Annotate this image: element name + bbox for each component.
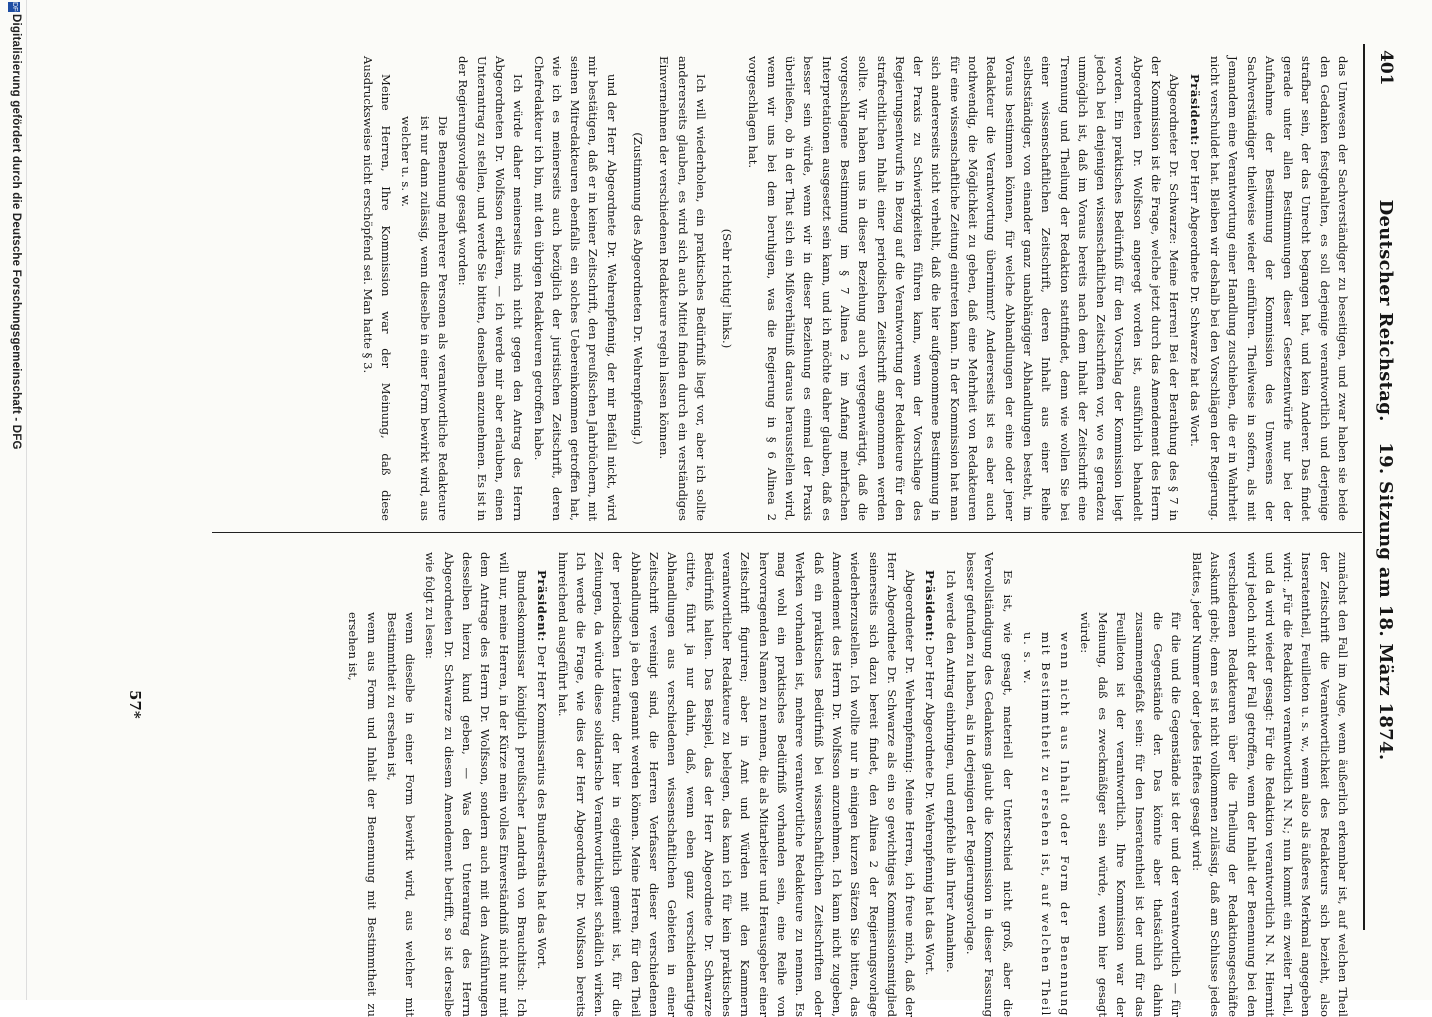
paragraph xyxy=(1185,56,1203,521)
session-title: 19. Sitzung am 18. März 1874. xyxy=(1375,442,1396,761)
paragraph xyxy=(359,56,396,521)
right-text-column xyxy=(342,552,1352,1017)
column-divider xyxy=(212,532,1362,533)
signature-mark: 57* xyxy=(126,690,144,719)
page-header xyxy=(1366,44,1396,930)
paragraph-text: Der Herr Kommissarius des Bundesraths hat das Wort. xyxy=(535,645,550,970)
quoted-text xyxy=(1019,552,1074,1017)
paragraph xyxy=(744,56,1183,521)
paragraph-text: Es ist, wie gesagt, materiell der Unterschied nicht groß, aber die Vervollständigung des Gedankens glaubt die Kommission in dieser Fassung besser gefunden zu haben, als in derjenigen der Regierungsvorlage. xyxy=(964,552,1015,1017)
running-title xyxy=(1375,44,1396,930)
paragraph-text: Bundeskommissar königlich preußischer Landrath von Brauchitsch: Ich will nur, meine Herren, in der Kürze mein volles Einverständniß nicht nur mit dem Antrage des Herrn Dr. Wolfsson, sondern auch mit den Ausführungen desselben hierzu kund geben, — Was den Unterantrag des Herrn Abgeordneten Dr. Schwarze zu diesem Amendement betrifft, so ist derselbe wie folgt zu lesen: xyxy=(423,552,529,1017)
publication-title: Deutscher Reichstag. xyxy=(1375,199,1396,422)
paragraph xyxy=(533,552,551,1017)
quoted-text xyxy=(397,56,452,521)
digitization-footer xyxy=(0,0,27,1000)
paragraph-text: das Umwesen der Sachverständiger zu beseitigen, und zwar haben sie beide den Gedanken festgehalten, es soll derjenige verantwortlich und derjenige strafbar sein, der das Unrecht begangen hat, und kein Anderer. Das findet gerade unter allen Bestimmungen dieser Gesetzentwürfe nur bei der Aufnahme der Bestimmung der Kommission des Umwesens der Sachverständiger theilweise wieder einführen. Theilweise in sofern, als mit Jemandem eine Verantwortung einer Handlung zuschieben, die er in Wahrheit nicht verschuldet hat. Bleiben wir deshalb bei den Vorschlägen der Regierung. xyxy=(1207,56,1350,521)
paragraph xyxy=(921,552,939,1017)
header-rule xyxy=(1363,44,1365,930)
speaker-label: Präsident: xyxy=(1187,74,1202,146)
quoted-text xyxy=(1076,552,1186,1017)
paragraph-text: Die Benennung mehrerer Personen als verantwortliche Redakteure ist nur dann zulässig, wenn dieselbe in einer Form bewirkt wird, aus welcher u. s. w. xyxy=(399,116,451,521)
paragraph-text: wenn aus Form und Inhalt der Benennung mit Bestimmtheit zu ersehen ist, xyxy=(346,612,379,1017)
left-text-column xyxy=(357,56,1352,521)
paragraph-text: zunächst den Fall im Auge, wenn äußerlich erkennbar ist, auf welchen Theil der Zeitschrift die Verantwortlichkeit des Redakteurs sich bezieht, also Inseratentheil, Feuilleton u. s. w., wenn also als äußeres Merkmal angegeben wird: „Für die Redaktion verantwortlich N. N.; nun kommt ein zweiter Theil, und da wird wieder gesagt: Für die Redaktion verantwortlich N. N. Hiermit wird jedoch nicht der Fall getroffen, wenn der Inhalt der Benennung bei den verschiedenen Redakteuren über die Theilung der Redaktionsgeschäfte Auskunft giebt; denn es ist nicht vollkommen zulässig, daß am Schlusse jedes Blattes, jeder Nummer oder jedes Heftes gesagt wird: xyxy=(1189,552,1350,1017)
paragraph-text: Abgeordneter Dr. Wehrenpfennig: Meine Herren, ich freue mich, daß der Herr Abgeordnete Dr. Schwarze als ein so gewichtiges Kommissionsmitglied seinerseits sich dazu bereit findet, den Alinea 2 der Regierungsvorlage wiederherzustellen. Ich wollte nur in einigen kurzen Sätzen Sie bitten, das Amendement des Herrn Dr. Wolfsson anzunehmen. Ich kann nicht zugeben, daß ein praktisches Bedürfniß bei wissenschaftlichen Zeitschriften oder Werken vorhanden ist, mehrere verantwortliche Redakteure zu nennen. Es mag wohl ein praktisches Bedürfniß vorhanden sein, eine Reihe von hervorragenden Namen zu nennen, die als Mitarbeiter und Herausgeber einer Zeitschrift figuriren; aber in Amt und Würden mit den Kammern verantwortlicher Redakteure zu belegen, das kann ich für kein praktisches Bedürfniß halten. Das Beispiel, das der Herr Abgeordnete Dr. Schwarze citirte, führt ja nur dahin, daß, wenn eben ganz verschiedenartige Abhandlungen aus verschiedenen wissenschaftlichen Gebieten in einer Zeitschrift vereinigt sind, die Herren Verfasser dieser verschiedenen Abhandlungen ja eben genannt werden können. Meine Herren, für den Theil der periodischen Literatur, der hier in eigentlich gemeint ist, für die Zeitungen, da würde diese solidarische Verantwortlichkeit schädlich wirken. Ich werde die Frage, wie dies der Herr Abgeordnete Dr. Wolfsson bereits hinreichend ausgeführt hat. xyxy=(555,552,918,1017)
paragraph xyxy=(421,552,531,1017)
paragraph-text: Abgeordneter Dr. Schwarze: Meine Herren! Bei der Berathung des § 7 in der Kommission ist die Frage, welche jetzt durch das Amendement des Herrn Abgeordneten Dr. Wolfsson angeregt worden ist, ausführlich behandelt worden. Ein praktisches Bedürfniß für den Vorschlag der Kommission liegt jedoch bei denjenigen wissenschaftlichen Zeitschriften vor, wo es geradezu unmöglich ist, daß im Voraus bereits nach dem Inhalt der Zeitschrift eine Trennung und Theilung der Redaktion stattfindet, denn wie wollen Sie bei einer wissenschaftlichen Zeitschrift, deren Inhalt aus einer Reihe selbstständiger, von einander ganz unabhängiger Abhandlungen besteht, im Voraus bestimmen können, für welche Abhandlungen der eine oder jener Redakteur die Verantwortung übernimmt? Andererseits ist es aber auch nothwendig, die Möglichkeit zu geben, daß eine Mehrheit von Redakteuren für eine wissenschaftliche Zeitung eintreten kann. In der Kommission hat man sich andererseits nicht verhehlt, daß die hier aufgenommene Bestimmung in der Praxis zu Schwierigkeiten führen kann, wenn der Vorschlage des Regierungsentwurfs in Bezug auf die Verantwortung der Redakteure für den strafrechtlichen Inhalt einer periodischen Zeitschrift angenommen werden sollte. Wir haben uns in dieser Beziehung auch vergegenwärtigt, daß die vorgeschlagene Bestimmung im § 7 Alinea 2 im Anfang mehrfachen Interpretationen ausgesetzt sein kann, und ich möchte daher glauben, daß es besser sein würde, wenn wir in dieser Beziehung es einmal der Praxis überließen, ob in der That sich ein Mißverhältniß daraus herausstellen wird, wenn wir uns bei dem beruhigen, was die Regierung in § 6 Alinea 2 vorgeschlagen hat. xyxy=(746,56,1182,521)
stage-direction xyxy=(718,56,736,521)
paragraph-text: Der Herr Abgeordnete Dr. Wehrenpfennig hat das Wort. xyxy=(923,645,938,976)
paragraph-text: wenn dieselbe in einer Form bewirkt wird, aus welcher mit Bestimmtheit zu ersehen ist, xyxy=(384,612,418,1017)
dfg-logo: DFG xyxy=(8,2,20,12)
paragraph-text: wenn nicht aus Inhalt oder Form der Benennung mit Bestimmtheit zu ersehen ist, auf welchen Theil u. s. w. xyxy=(1020,632,1072,1017)
speaker-label: Präsident: xyxy=(923,570,938,642)
paragraph xyxy=(529,56,620,521)
quoted-text xyxy=(383,552,420,1017)
paragraph xyxy=(454,56,527,521)
paragraph xyxy=(941,552,959,1017)
paragraph xyxy=(962,552,1017,1017)
paragraph-text: Ich würde daher meinerseits mich nicht gegen den Antrag des Herrn Abgeordneten Dr. Wolfsson erklären, — ich werde mir aber erlauben, einen Unterantrag zu stellen, und werde Sie bitten, denselben anzunehmen. Es ist in der Regierungsvorlage gesagt worden: xyxy=(456,56,526,521)
quoted-text xyxy=(344,552,381,1017)
paragraph xyxy=(1187,552,1352,1017)
paragraph-text: (Sehr richtig! links.) xyxy=(720,228,735,349)
stage-direction xyxy=(629,56,647,521)
paragraph-text: Ich werde den Antrag einbringen, und empfehle ihn Ihrer Annahme. xyxy=(943,570,958,973)
speaker-label: Präsident: xyxy=(535,570,550,642)
paragraph-text: Ich will wiederholen, ein praktisches Bedürfniß liegt vor, aber ich sollte andererseits glauben, es wird sich auch Mittel finden durch ein verständiges Einvernehmen der verschiedenen Redakteure regeln lassen können. xyxy=(657,56,708,521)
paragraph-text: für die und die Gegenstände ist der und der verantwortlich — für die Gegenstände der. Das könnte aber thatsächlich dahin zusammengefaßt sein: für den Inseratentheil ist der und für das Feuilleton ist der verantwortlich. Ihre Kommission war der Meinung, daß es zweckmäßiger sein würde, wenn hier gesagt würde: xyxy=(1077,612,1184,1017)
paragraph-text: Der Herr Abgeordnete Dr. Schwarze hat das Wort. xyxy=(1187,149,1202,447)
paragraph xyxy=(1206,56,1352,521)
paragraph-text: und der Herr Abgeordnete Dr. Wehrenpfennig, der mir Beifall nickt, wird mir bestätigen, daß er in keiner Zeitschrift, den preußischen Jahrbüchern, mit seinen Mitredakteuren ebenfalls ein solches Uebereinkommen getroffen hat, wie ich es meinerseits auch bezüglich der juristischen Zeitschrift, deren Chefredakteur ich bin, mit den übrigen Redakteuren getroffen habe. xyxy=(531,56,619,521)
page-number: 401 xyxy=(1376,50,1396,86)
paragraph-text: (Zustimmung des Abgeordneten Dr. Wehrenpfennig.) xyxy=(631,132,646,445)
paragraph-text: Meine Herren, Ihre Kommission war der Meinung, daß diese Ausdrucksweise nicht erschöpfend sei. Man hatte § 3. xyxy=(360,56,394,521)
digitization-note: Digitalisierung gefördert durch die Deutsche Forschungsgemeinschaft - DFG xyxy=(10,14,22,450)
paragraph xyxy=(553,552,919,1017)
paragraph xyxy=(655,56,710,521)
